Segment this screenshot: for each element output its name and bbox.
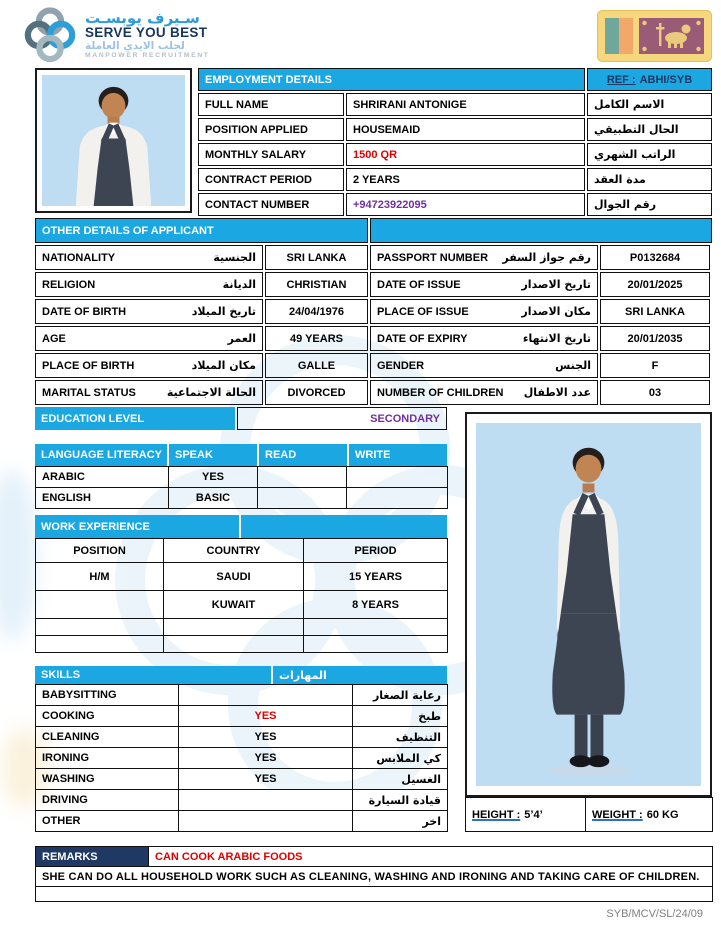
- applicant-fullbody-image: [476, 423, 701, 786]
- skill-value: YES: [179, 706, 353, 727]
- skill-label-arabic: كي الملابس: [353, 748, 448, 769]
- field-label-en: DATE OF ISSUE: [377, 278, 461, 291]
- country-value: KUWAIT: [164, 591, 304, 619]
- field-label: [35, 326, 263, 351]
- skill-label: BABYSITTING: [36, 685, 179, 706]
- field-value: GALLE: [265, 353, 368, 378]
- field-value: DIVORCED: [265, 380, 368, 405]
- field-label-en: NUMBER OF CHILDREN: [377, 386, 504, 399]
- other-details-row: [35, 326, 712, 351]
- field-label: [35, 299, 263, 324]
- skill-label: COOKING: [36, 706, 179, 727]
- applicant-headshot-image: [42, 75, 185, 206]
- field-label-ar: عدد الاطفال: [523, 386, 591, 399]
- field-value: SRI LANKA: [600, 299, 710, 324]
- work-experience-table: [35, 515, 447, 653]
- field-value: HOUSEMAID: [346, 118, 585, 141]
- field-label-en: DATE OF EXPIRY: [377, 332, 468, 345]
- field-value: 2 YEARS: [346, 168, 585, 191]
- field-label-en: PLACE OF BIRTH: [42, 359, 135, 372]
- applicant-headshot-photo: [35, 68, 192, 213]
- field-value: 24/04/1976: [265, 299, 368, 324]
- logo-tagline-english: MANPOWER RECRUITMENT: [85, 52, 210, 60]
- employment-ref: [587, 68, 712, 91]
- remarks-text-row: [36, 867, 713, 887]
- field-label-arabic: رقم الجوال: [587, 193, 712, 216]
- skill-value: YES: [179, 769, 353, 790]
- field-label-en: MARITAL STATUS: [42, 386, 136, 399]
- remarks-table: [35, 846, 712, 902]
- other-details-table: [35, 218, 712, 405]
- work-column-headers: [36, 539, 448, 563]
- field-label-ar: الجنسية: [213, 251, 256, 264]
- field-label-arabic: الراتب الشهري: [587, 143, 712, 166]
- skill-label-arabic: قيادة السيارة: [353, 790, 448, 811]
- sri-lanka-flag-icon: [597, 10, 712, 62]
- field-label-ar: رقم جواز السفر: [502, 251, 591, 264]
- field-label: MONTHLY SALARY: [198, 143, 344, 166]
- field-value: SRI LANKA: [265, 245, 368, 270]
- other-details-title: OTHER DETAILS OF APPLICANT: [35, 218, 368, 243]
- employment-title: EMPLOYMENT DETAILS: [198, 68, 585, 91]
- education-row: [35, 407, 447, 430]
- remarks-blank-row: [36, 887, 713, 902]
- field-label: [370, 380, 598, 405]
- weight-cell: [586, 798, 713, 832]
- skills-table: [35, 666, 447, 832]
- other-details-row: [35, 380, 712, 405]
- skill-value: YES: [179, 748, 353, 769]
- skills-row: [36, 769, 448, 790]
- work-header: COUNTRY: [164, 539, 304, 563]
- work-header-spacer: [241, 515, 447, 538]
- other-details-row: [35, 245, 712, 270]
- skills-row: [36, 811, 448, 832]
- remarks-blank: [36, 887, 713, 902]
- write-value: [347, 467, 448, 488]
- position-value: [36, 591, 164, 619]
- skill-label: IRONING: [36, 748, 179, 769]
- field-value: F: [600, 353, 710, 378]
- language-header: WRITE: [349, 444, 447, 466]
- field-value: 1500 QR: [346, 143, 585, 166]
- field-label: [370, 353, 598, 378]
- read-value: [258, 488, 347, 509]
- speak-value: BASIC: [169, 488, 258, 509]
- education-title: EDUCATION LEVEL: [35, 407, 235, 430]
- country-value: [164, 636, 304, 653]
- work-row: [36, 591, 448, 619]
- field-label-ar: الحالة الاجتماعية: [166, 386, 256, 399]
- position-value: [36, 636, 164, 653]
- write-value: [347, 488, 448, 509]
- employment-header-row: [198, 68, 712, 91]
- logo-name-english: SERVE YOU BEST: [85, 25, 208, 41]
- field-label-arabic: الاسم الكامل: [587, 93, 712, 116]
- company-logo: [24, 6, 210, 64]
- skill-value: [179, 685, 353, 706]
- field-label: [370, 245, 598, 270]
- height-value: 5’4’: [524, 808, 543, 821]
- skills-row: [36, 748, 448, 769]
- field-label: [370, 326, 598, 351]
- field-value: 49 YEARS: [265, 326, 368, 351]
- applicant-fullbody-photo: [465, 412, 712, 797]
- skills-row: [36, 706, 448, 727]
- language-literacy-table: [35, 444, 447, 509]
- period-value: 15 YEARS: [304, 563, 448, 591]
- logo-name-arabic: سـيرف يوبسـت: [85, 9, 200, 28]
- field-label: [35, 380, 263, 405]
- skills-title-arabic: المهارات: [273, 666, 447, 684]
- height-label: HEIGHT :: [472, 808, 521, 821]
- field-label: POSITION APPLIED: [198, 118, 344, 141]
- field-label-en: AGE: [42, 332, 66, 345]
- skill-label-arabic: التنظيف: [353, 727, 448, 748]
- field-label-ar: تاريخ الاصدار: [521, 278, 591, 291]
- field-value: 20/01/2035: [600, 326, 710, 351]
- work-title: WORK EXPERIENCE: [35, 515, 239, 538]
- work-row: [36, 636, 448, 653]
- work-header: PERIOD: [304, 539, 448, 563]
- employment-row: [198, 193, 712, 216]
- field-label: CONTACT NUMBER: [198, 193, 344, 216]
- language-header: READ: [259, 444, 347, 466]
- work-row: [36, 619, 448, 636]
- period-value: [304, 636, 448, 653]
- field-value: +94723922095: [346, 193, 585, 216]
- remarks-header-row: [36, 847, 713, 867]
- language-row: [36, 467, 448, 488]
- field-label-en: PASSPORT NUMBER: [377, 251, 489, 264]
- skill-label: DRIVING: [36, 790, 179, 811]
- field-label-arabic: الحال التطبيقي: [587, 118, 712, 141]
- field-label-ar: تاريخ الانتهاء: [522, 332, 591, 345]
- field-value: P0132684: [600, 245, 710, 270]
- language-header-row: [35, 444, 447, 466]
- footer-reference: SYB/MCV/SL/24/09: [606, 908, 703, 920]
- work-header-row: [35, 515, 447, 538]
- background-wash: [0, 470, 38, 640]
- country-value: SAUDI: [164, 563, 304, 591]
- weight-value: 60 KG: [646, 808, 679, 821]
- skills-title: SKILLS: [35, 666, 271, 684]
- field-label-en: DATE OF BIRTH: [42, 305, 127, 318]
- other-details-header-spacer: [370, 218, 712, 243]
- read-value: [258, 467, 347, 488]
- work-header: POSITION: [36, 539, 164, 563]
- field-label-en: GENDER: [377, 359, 425, 372]
- field-label: CONTRACT PERIOD: [198, 168, 344, 191]
- remarks-highlight: CAN COOK ARABIC FOODS: [149, 847, 713, 867]
- skills-row: [36, 790, 448, 811]
- language-name: ENGLISH: [36, 488, 169, 509]
- skill-label-arabic: اخر: [353, 811, 448, 832]
- employment-row: [198, 93, 712, 116]
- skill-label: WASHING: [36, 769, 179, 790]
- field-label-ar: العمر: [227, 332, 256, 345]
- weight-label: WEIGHT :: [592, 808, 643, 821]
- field-label: [35, 272, 263, 297]
- skill-value: [179, 811, 353, 832]
- ref-value: ABHI/SYB: [639, 73, 693, 86]
- other-details-row: [35, 353, 712, 378]
- language-header: SPEAK: [169, 444, 257, 466]
- employment-details-table: [198, 68, 712, 216]
- field-label: [35, 245, 263, 270]
- other-details-row: [35, 272, 712, 297]
- remarks-text: SHE CAN DO ALL HOUSEHOLD WORK SUCH AS CLEANING, WASHING AND IRONING AND TAKING CARE OF CHILDREN.: [36, 867, 713, 887]
- field-label-ar: الجنس: [555, 359, 591, 372]
- field-label-arabic: مدة العقد: [587, 168, 712, 191]
- language-row: [36, 488, 448, 509]
- skills-row: [36, 685, 448, 706]
- language-name: ARABIC: [36, 467, 169, 488]
- field-label: FULL NAME: [198, 93, 344, 116]
- skill-label: CLEANING: [36, 727, 179, 748]
- height-cell: [466, 798, 586, 832]
- field-value: 20/01/2025: [600, 272, 710, 297]
- field-label: [35, 353, 263, 378]
- field-label-ar: مكان الاصدار: [521, 305, 591, 318]
- other-details-header-row: [35, 218, 712, 243]
- skill-value: YES: [179, 727, 353, 748]
- employment-row: [198, 118, 712, 141]
- skill-label-arabic: رعاية الصغار: [353, 685, 448, 706]
- field-value: 03: [600, 380, 710, 405]
- speak-value: YES: [169, 467, 258, 488]
- skill-label-arabic: الغسيل: [353, 769, 448, 790]
- skill-label: OTHER: [36, 811, 179, 832]
- education-value: SECONDARY: [237, 407, 447, 430]
- interlocking-rings-logo-icon: [24, 6, 76, 64]
- logo-text: [85, 10, 210, 59]
- position-value: H/M: [36, 563, 164, 591]
- field-label-ar: مكان الميلاد: [191, 359, 256, 372]
- language-header: LANGUAGE LITERACY: [35, 444, 167, 466]
- field-label-en: PLACE OF ISSUE: [377, 305, 469, 318]
- employment-row: [198, 143, 712, 166]
- field-value: SHRIRANI ANTONIGE: [346, 93, 585, 116]
- ref-label: REF :: [606, 73, 636, 86]
- skill-label-arabic: طبخ: [353, 706, 448, 727]
- education-level-bar: [35, 407, 447, 430]
- employment-row: [198, 168, 712, 191]
- period-value: [304, 619, 448, 636]
- logo-tagline-arabic: لجلب الايدي العاملة: [85, 40, 185, 53]
- work-row: [36, 563, 448, 591]
- field-label-en: RELIGION: [42, 278, 96, 291]
- field-label-ar: الديانة: [222, 278, 256, 291]
- field-label: [370, 272, 598, 297]
- skill-value: [179, 790, 353, 811]
- height-weight-row: [466, 798, 713, 832]
- country-value: [164, 619, 304, 636]
- field-label-ar: تاريخ الميلاد: [191, 305, 256, 318]
- skills-header-row: [35, 666, 447, 684]
- remarks-title: REMARKS: [36, 847, 149, 867]
- skills-row: [36, 727, 448, 748]
- other-details-row: [35, 299, 712, 324]
- period-value: 8 YEARS: [304, 591, 448, 619]
- position-value: [36, 619, 164, 636]
- height-weight-table: [465, 797, 712, 832]
- field-label-en: NATIONALITY: [42, 251, 116, 264]
- field-value: CHRISTIAN: [265, 272, 368, 297]
- field-label: [370, 299, 598, 324]
